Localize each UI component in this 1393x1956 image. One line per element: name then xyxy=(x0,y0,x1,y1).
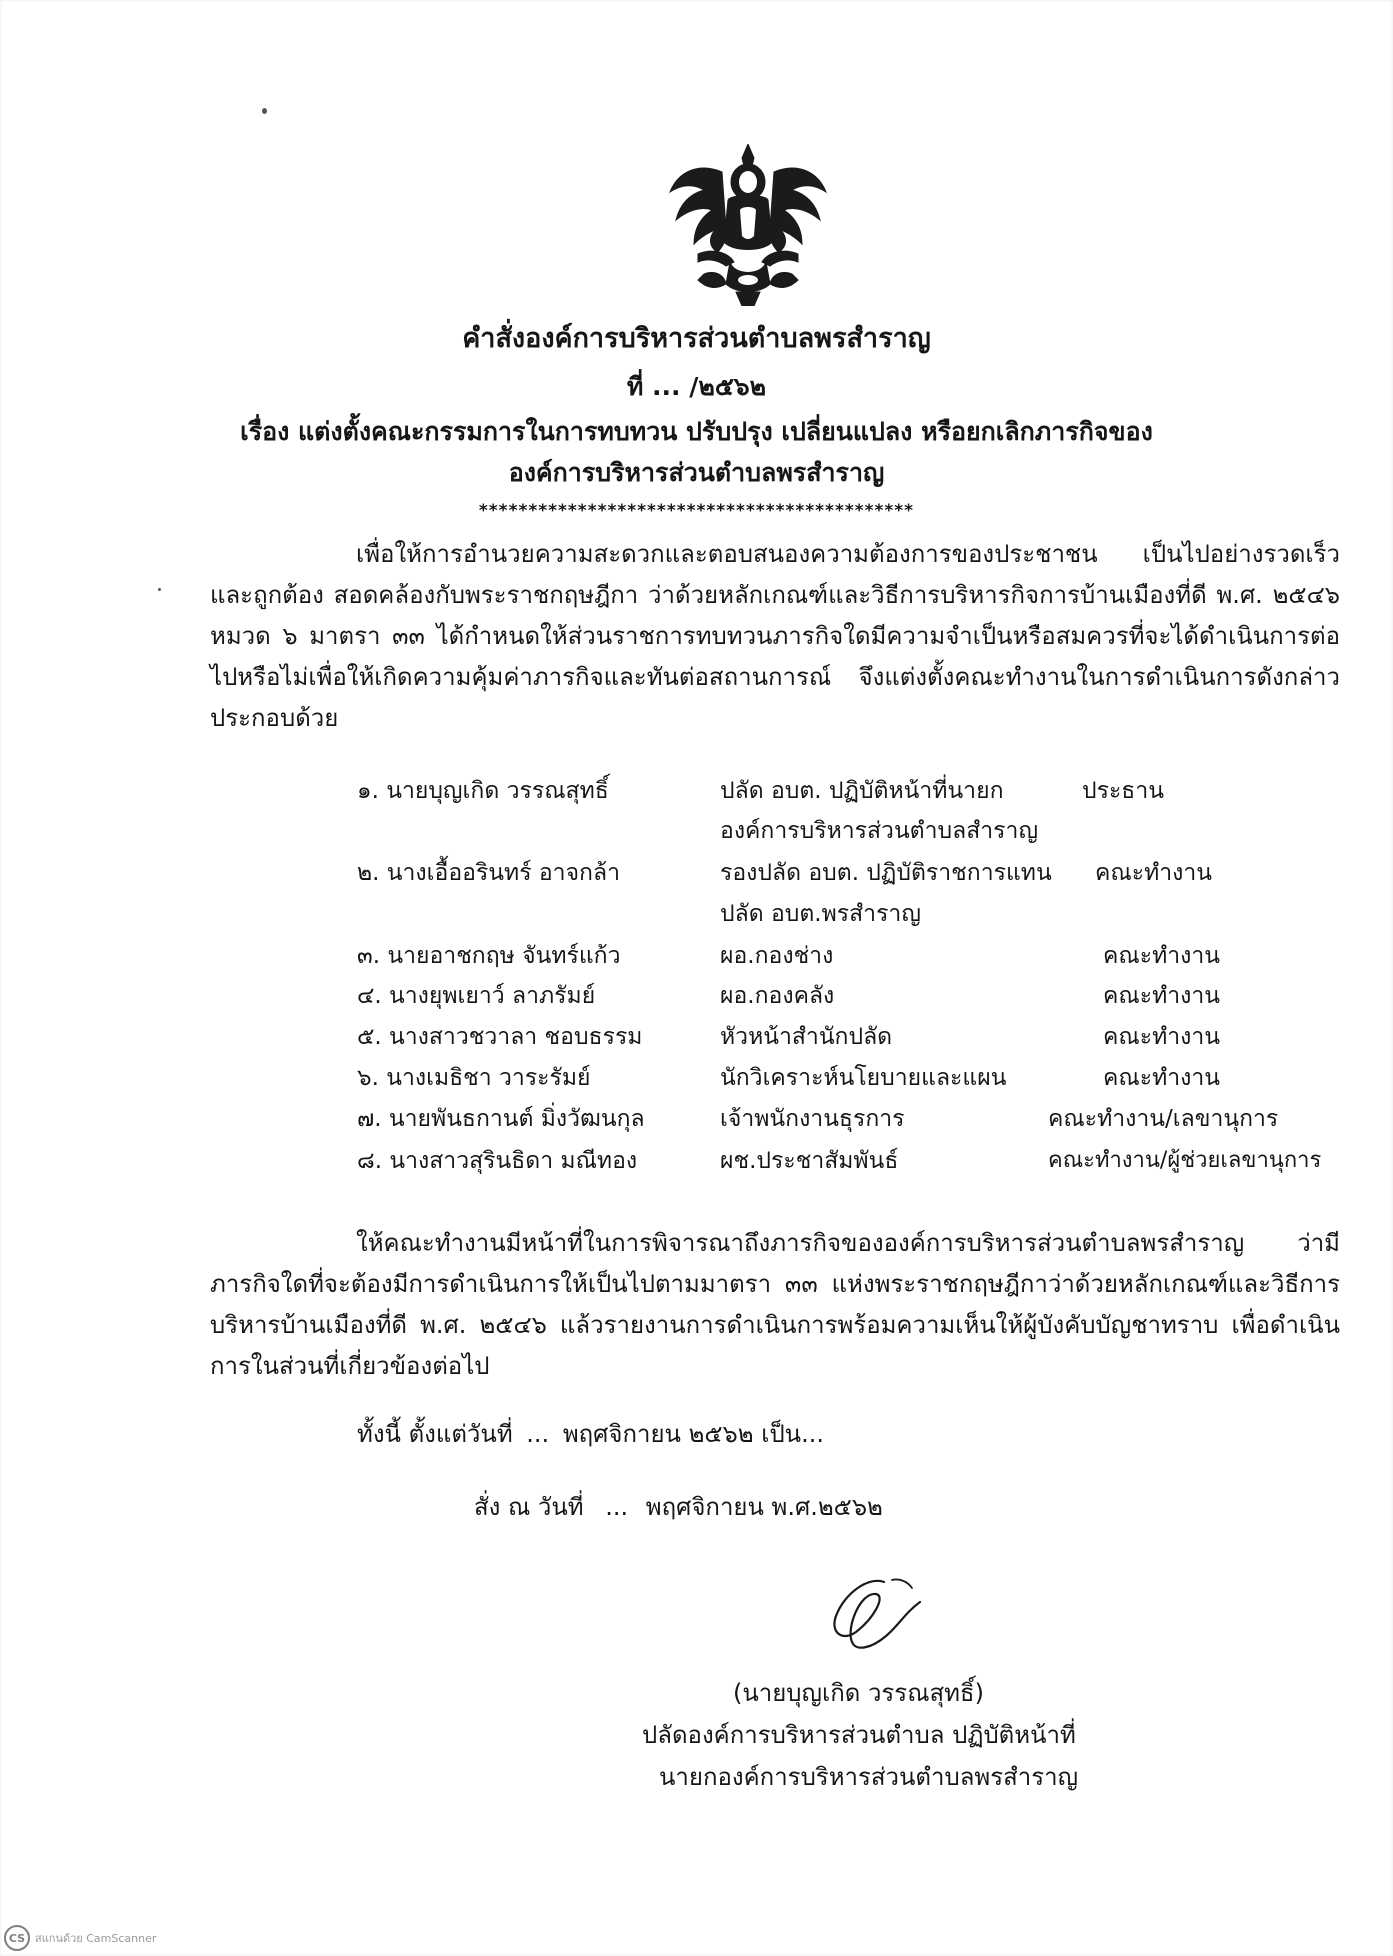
member-role: คณะทำงาน xyxy=(1103,1024,1221,1050)
member-role: คณะทำงาน/เลขานุการ xyxy=(1048,1106,1279,1132)
member-position: ผอ.กองคลัง xyxy=(720,983,835,1009)
effective-prefix: ทั้งนี้ ตั้งแต่วันที่ xyxy=(357,1420,513,1448)
subject-line-1: เรื่อง แต่งตั้งคณะกรรมการในการทบทวน ปรับปรุง เปลี่ยนแปลง หรือยกเลิกภารกิจของ xyxy=(240,417,1153,446)
member-name: ๘. นางสาวสุรินธิดา มณีทอง xyxy=(357,1148,638,1174)
document-title: คำสั่งองค์การบริหารส่วนตำบลพรสำราญ xyxy=(462,323,931,354)
camscanner-logo: CS xyxy=(4,1925,30,1951)
member-position: เจ้าพนักงานธุรการ xyxy=(720,1106,905,1132)
signatory-name: (นายบุญเกิด วรรณสุทธิ์) xyxy=(733,1679,984,1707)
order-date-line xyxy=(474,1490,883,1524)
member-position-line-2: ปลัด อบต.พรสำราญ xyxy=(720,901,921,927)
member-position-line-2: องค์การบริหารส่วนตำบลสำราญ xyxy=(720,818,1039,844)
member-role: ประธาน xyxy=(1082,778,1164,804)
separator-stars: ******************************************** xyxy=(478,501,915,521)
signatory-title-line-2: นายกองค์การบริหารส่วนตำบลพรสำราญ xyxy=(659,1763,1079,1791)
member-role: คณะทำงาน xyxy=(1103,983,1221,1009)
member-position: นักวิเคราะห์นโยบายและแผน xyxy=(720,1065,1007,1091)
member-name: ๔. นางยุพเยาว์ ลาภรัมย์ xyxy=(357,983,596,1009)
member-role: คณะทำงาน xyxy=(1095,860,1213,886)
effective-rest: พฤศจิกายน ๒๕๖๒ เป็น... xyxy=(562,1420,824,1448)
intro-paragraph: เพื่อให้การอำนวยความสะดวกและตอบสนองความต้องการของประชาชน เป็นไปอย่างรวดเร็วและถูกต้อง สอดคล้องกับพระราชกฤษฎีกา ว่าด้วยหลักเกณฑ์และวิธีการบริหารกิจการบ้านเมืองที่ดี พ.ศ. ๒๕๔๖ หมวด ๖ มาตรา ๓๓ ได้กำหนดให้ส่วนราชการทบทวนภารกิจใดมีความจำเป็นหรือสมควรที่จะได้ดำเนินการต่อไปหรือไม่เพื่อให้เกิดความคุ้มค่าภารกิจและทันต่อสถานการณ์ จึงแต่งตั้งคณะทำงานในการดำเนินการดังกล่าว ประกอบด้วย xyxy=(210,540,1340,732)
scanner-caption: สแกนด้วย CamScanner xyxy=(35,1932,157,1945)
scan-speck xyxy=(158,588,161,591)
member-position: ปลัด อบต. ปฏิบัติหน้าที่นายก xyxy=(720,778,1004,804)
member-position: ผช.ประชาสัมพันธ์ xyxy=(720,1148,899,1174)
signatory-title-line-1: ปลัดองค์การบริหารส่วนตำบล ปฏิบัติหน้าที่ xyxy=(642,1721,1076,1749)
order-date-day: ... xyxy=(605,1493,629,1521)
order-date-rest: พฤศจิกายน พ.ศ.๒๕๖๒ xyxy=(645,1493,883,1521)
member-name: ๑. นายบุญเกิด วรรณสุทธิ์ xyxy=(357,778,609,804)
member-name: ๒. นางเอื้ออรินทร์ อาจกล้า xyxy=(357,860,620,886)
garuda-emblem xyxy=(668,144,828,306)
effective-date-line xyxy=(357,1417,824,1451)
handwritten-signature xyxy=(816,1572,928,1656)
member-position: รองปลัด อบต. ปฏิบัติราชการแทน xyxy=(720,860,1052,886)
subject-line-2: องค์การบริหารส่วนตำบลพรสำราญ xyxy=(508,458,885,487)
member-role: คณะทำงาน xyxy=(1103,943,1221,969)
member-name: ๗. นายพันธกานต์ มิ่งวัฒนกุล xyxy=(357,1106,645,1132)
member-name: ๓. นายอาชกฤษ จันทร์แก้ว xyxy=(357,943,621,969)
member-name: ๖. นางเมธิชา วาระรัมย์ xyxy=(357,1065,591,1091)
member-name: ๕. นางสาวชวาลา ชอบธรรม xyxy=(357,1024,643,1050)
order-number: ที่ ... /๒๕๖๒ xyxy=(626,372,767,401)
effective-day: ... xyxy=(526,1420,550,1448)
member-role: คณะทำงาน/ผู้ช่วยเลขานุการ xyxy=(1048,1148,1322,1173)
scan-speck xyxy=(262,108,267,114)
member-role: คณะทำงาน xyxy=(1103,1065,1221,1091)
member-position: หัวหน้าสำนักปลัด xyxy=(720,1024,893,1050)
order-date-prefix: สั่ง ณ วันที่ xyxy=(474,1493,584,1521)
duty-paragraph: ให้คณะทำงานมีหน้าที่ในการพิจารณาถึงภารกิจขององค์การบริหารส่วนตำบลพรสำราญ ว่ามีภารกิจใดที่จะต้องมีการดำเนินการให้เป็นไปตามมาตรา ๓๓ แห่งพระราชกฤษฎีกาว่าด้วยหลักเกณฑ์และวิธีการบริหารบ้านเมืองที่ดี พ.ศ. ๒๕๔๖ แล้วรายงานการดำเนินการพร้อมความเห็นให้ผู้บังคับบัญชาทราบ เพื่อดำเนินการในส่วนที่เกี่ยวข้องต่อไป xyxy=(210,1229,1340,1380)
member-position: ผอ.กองช่าง xyxy=(720,943,834,969)
scanner-footer xyxy=(4,1925,156,1951)
